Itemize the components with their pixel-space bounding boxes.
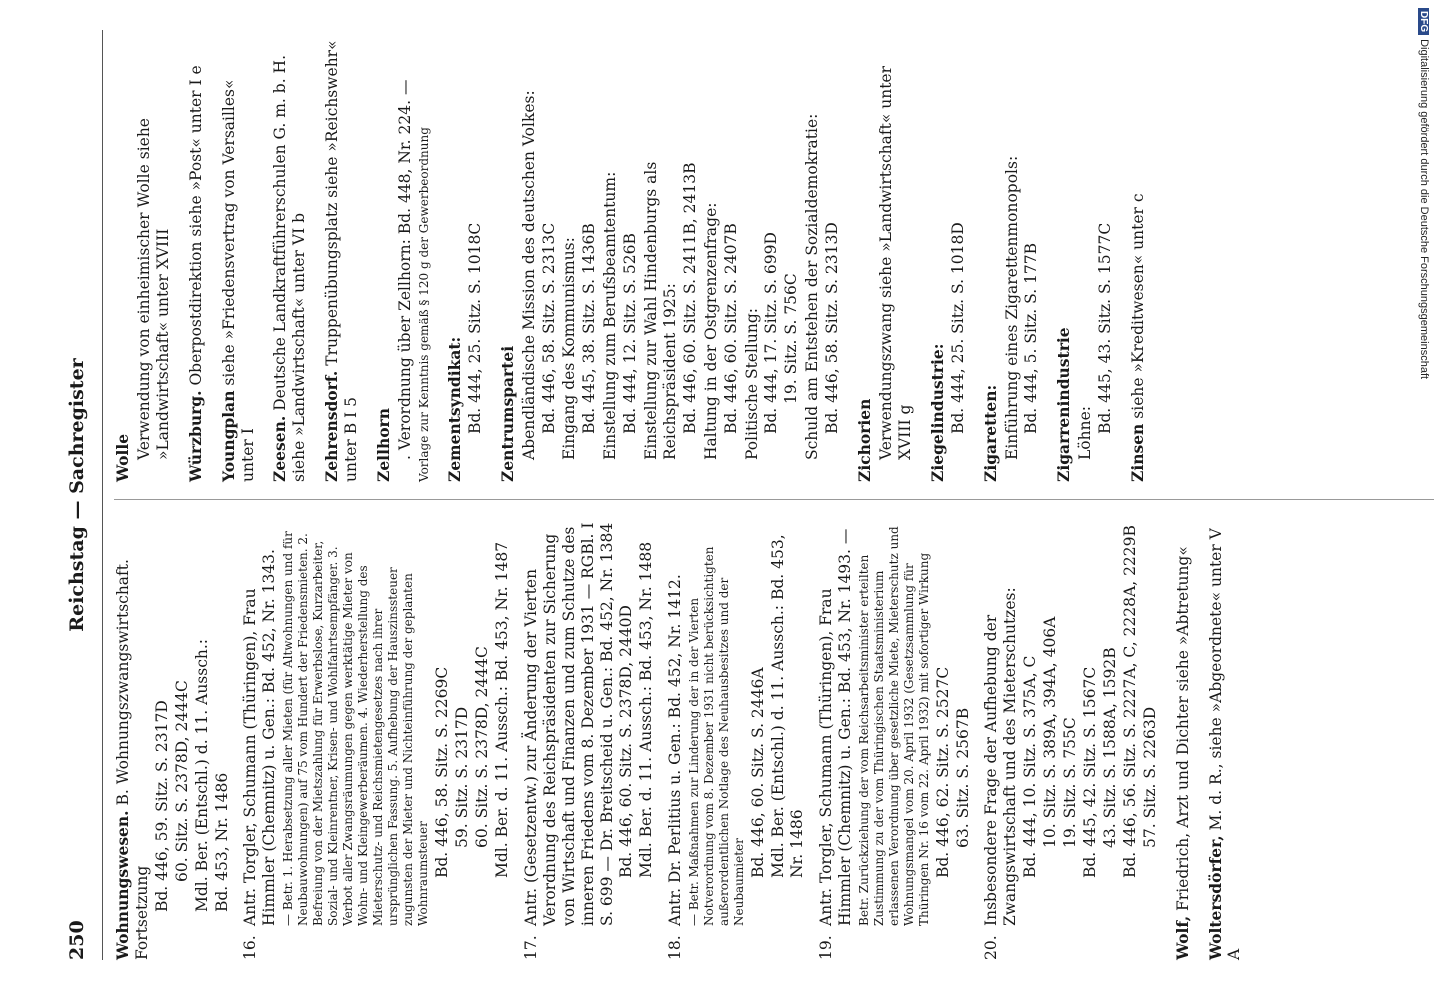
entry-keyword: Würzburg.: [185, 390, 205, 482]
ref-line: 19. Sitz. S. 756C: [782, 273, 801, 404]
ref-line: 43. Sitz. S. 1588A, 1592B: [1100, 647, 1119, 848]
item-17: [522, 515, 656, 960]
entry-wohnungswesen: [114, 515, 1160, 960]
group-label: Löhne:: [1076, 406, 1095, 460]
ref-line: Bd. 444, 5. Sitz. S. 177B: [1022, 242, 1041, 434]
digitization-credit: [1414, 8, 1434, 398]
item-number: 18.: [666, 935, 685, 960]
entry-text: Verwendungszwang siehe »Landwirtschaft« unter XVIII g: [877, 65, 914, 460]
entry-keyword: Zigaretten:: [980, 384, 1000, 482]
entry-text: Oberpostdirektion siehe »Post« unter I e: [186, 65, 205, 386]
item-text: Antr. Torgler, Schumann (Thüringen), Frau Himmler (Chemnitz) u. Gen.: Bd. 452, Nr. 1343.: [241, 549, 279, 926]
item-text: Antr. (Gesetzentw.) zur Änderung der Vierten Verordnung des Reichspräsidenten zur Sicherung von Wirtschaft und Finanzen und zum Schutze des inneren Friedens vom 8. Dezember 1931 — RGBl. I S. 699 — Dr. Breitscheid u. Gen.: Bd. 452, Nr. 1384: [521, 522, 616, 926]
entry-keyword: Wolle: [113, 433, 132, 482]
digitization-credit-text: [1410, 8, 1430, 398]
group-label: Schuld am Entstehen der Sozialdemokratie:: [803, 113, 822, 460]
entry-keyword: Zementsyndikat:: [444, 336, 464, 482]
ref-line: 63. Sitz. S. 2567B: [953, 707, 972, 848]
ref-line: Bd. 445, 38. Sitz. S. 1436B: [580, 223, 599, 434]
entry-text: Truppenübungsplatz siehe »Reichswehr« unter B I 5: [323, 40, 361, 482]
header-rule: [102, 30, 103, 960]
group-label: Eingang des Kommunismus:: [560, 237, 579, 460]
entry-wolf: [1174, 515, 1193, 960]
ref-line: Bd. 446, 62. Sitz. S. 2527C: [933, 666, 952, 878]
entry-keyword: Zinsen: [1128, 423, 1148, 482]
item-18: [666, 515, 807, 960]
ref-line: Bd. 446, 59. Sitz. S. 2317D: [152, 700, 171, 912]
ref-line: 19. Sitz. S. 755C: [1061, 717, 1080, 848]
ref-line: 57. Sitz. S. 2263D: [1140, 706, 1159, 848]
ref-line: Bd. 444, 12. Sitz. S. 526B: [621, 233, 640, 434]
page-number: 250: [66, 920, 88, 960]
entry-zentrumspartei: [499, 37, 842, 482]
group-label: Haltung in der Ostgrenzenfrage:: [701, 202, 720, 460]
entry-keyword: Woltersdörfer,: [1205, 835, 1225, 960]
group-label: Einführung eines Zigarettenmonopols:: [1002, 155, 1021, 460]
item-16: [241, 515, 511, 960]
entry-keyword: Wolf,: [1172, 915, 1192, 960]
ref-line: Bd. 444, 10. Sitz. S. 375A, C: [1021, 655, 1040, 878]
ref-line: 59. Sitz. S. 2317D: [453, 706, 472, 848]
entry-keyword: Zeesen.: [270, 415, 290, 482]
item-number: 20.: [982, 935, 1001, 960]
entry-wuerzburg: [187, 37, 206, 482]
item-note: — Betr. 1. Herabsetzung aller Mieten (für Altwohnungen und für Neubauwohnungen) auf 75 vom Hundert der Friedensmieten. 2. Befreiung von der Mietszahlung für Erwerbslose, Kurzarbeiter, Sozial- und Kleinrentner, Krisen- und Wohlfahrtsempfänger. 3. Verbot aller Zwangsräumungen gegen werktätige Mieter von Wohn- und Kleingewerberäumen. 4. Wiederherstellung des Mieterschutz- und Reichsmietengesetzes nach ihrer ursprünglichen Fassung. 5. Aufhebung der Hauszinssteuer zugunsten der Mieter und Nichteinführung der geplanten Wohnraumsteuer: [281, 531, 431, 926]
entry-text: Deutsche Landkraftführerschulen G. m. b. H. siehe »Landwirtschaft« unter VI b: [271, 54, 309, 482]
ref-line: Bd. 446, 56. Sitz. S. 2227A, C, 2228A, 2229B: [1120, 525, 1139, 878]
item-text: Antr. Torgler, Schumann (Thüringen), Frau Himmler (Chemnitz) u. Gen.: Bd. 453, Nr. 1493. —: [816, 528, 854, 926]
credit-line: Digitalisierung gefördert durch die Deutsche Forschungsgemeinschaft: [1418, 39, 1430, 380]
ref-line: Mdl. Ber. d. 11. Aussch.: Bd. 453, Nr. 1488: [637, 541, 656, 878]
entry-keyword: Zehrensdorf.: [322, 370, 342, 482]
ref-line: Bd. 446, 60. Sitz. S. 2378D, 2440D: [617, 605, 636, 878]
dfg-logo-badge: DFG: [1418, 8, 1429, 35]
running-title: Reichstag — Sachregister: [66, 358, 88, 632]
entry-text: siehe »Friedensvertrag von Versailles« unter I: [219, 79, 257, 482]
group-label: Einstellung zur Wahl Hindenburgs als Reichspräsident 1925:: [642, 161, 679, 460]
ref-line: Bd. 444, 17. Sitz. S. 699D: [762, 232, 781, 434]
running-head: [66, 30, 96, 960]
column-divider: [114, 499, 1434, 500]
group-label: Einstellung zum Berufsbeamtentum:: [601, 171, 620, 460]
ref-line: Mdl. Ber. (Entschl.) d. 11. Aussch.: Bd. 453, Nr. 1486: [769, 534, 806, 878]
entry-zellhorn: [375, 37, 432, 482]
rotated-book-page: [66, 30, 1434, 960]
entry-zinsen: [1129, 37, 1148, 482]
entry-text: Verwendung von einheimischer Wolle siehe »Landwirtschaft« unter XVIII: [134, 118, 172, 460]
left-column: [114, 515, 1258, 960]
ref-line: Bd. 445, 43. Sitz. S. 1577C: [1096, 222, 1115, 434]
entry-keyword: Zigarrenindustrie: [1054, 327, 1074, 482]
group-label: Abendländische Mission des deutschen Volkes:: [519, 90, 538, 460]
item-20: [982, 515, 1159, 960]
entry-zementsyndikat: [446, 37, 485, 482]
right-column: [114, 37, 1162, 482]
group-label: Politische Stellung:: [742, 308, 761, 460]
entry-note: Vorlage zur Kenntnis gemäß § 120 g der Gewerbeordnung: [416, 127, 431, 482]
ref-line: Bd. 445, 42. Sitz. S. 1567C: [1081, 666, 1099, 878]
entry-text: Friedrich, Arzt und Dichter siehe »Abtretung«: [1173, 546, 1192, 911]
entry-text: M. d. R., siehe »Abgeordnete« unter V A: [1206, 528, 1244, 960]
entry-zigarrenindustrie: [1055, 37, 1115, 482]
entry-keyword: Wohnungswesen.: [113, 810, 132, 960]
item-number: 19.: [816, 935, 835, 960]
ref-line: Bd. 453, Nr. 1486: [212, 772, 231, 912]
entry-woltersdoerfer: [1207, 515, 1245, 960]
entry-zehrensdorf: [323, 37, 361, 482]
ref-line: Bd. 444, 25. Sitz. S. 1018C: [465, 222, 484, 434]
item-19: [817, 515, 973, 960]
ref-line: Bd. 446, 58. Sitz. S. 2269C: [433, 666, 452, 878]
entry-keyword: Zentrumspartei: [497, 345, 517, 482]
entry-title: B. Wohnungszwangswirtschaft. Fortsetzung: [114, 559, 151, 960]
entry-zigaretten: [982, 37, 1042, 482]
entry-wolle: [114, 37, 173, 482]
entry-ziegelindustrie: [929, 37, 968, 482]
entry-text: siehe »Kreditwesen« unter c: [1129, 193, 1148, 419]
entry-keyword: Youngplan: [218, 390, 238, 482]
entry-youngplan: [220, 37, 258, 482]
entry-keyword: Zellhorn: [374, 408, 394, 482]
item-text: Antr. Dr. Perlitius u. Gen.: Bd. 452, Nr. 1412.: [666, 574, 685, 926]
item-number: 17.: [521, 935, 540, 960]
ref-line: Bd. 446, 58. Sitz. S. 2313D: [823, 222, 842, 434]
item-number: 16.: [241, 935, 260, 960]
ref-line: Bd. 444, 25. Sitz. S. 1018D: [948, 222, 967, 434]
ref-line: Bd. 446, 58. Sitz. S. 2313C: [539, 222, 558, 434]
item-note: Betr. Zurückziehung der vom Reichsarbeitsminister erteilten Zustimmung zu der vom Thüringischen Staatsministerium erlassenen Verordnung über gesetzliche Miete, Mieterschutz und Wohnungsmangel vom 20. April 1932 (Gesetzsammlung für Thüringen Nr. 16 vom 22. April 1932) mit sofortiger Wirkung: [856, 526, 931, 926]
ref-line: 60. Sitz. S. 2378D, 2444C: [473, 646, 492, 848]
entry-keyword: Ziegelindustrie:: [927, 343, 947, 482]
entry-text: . Verordnung über Zellhorn: Bd. 448, Nr. 224. —: [395, 79, 414, 460]
entry-zeesen: [271, 37, 309, 482]
ref-line: Bd. 446, 60. Sitz. S. 2407B: [721, 223, 740, 434]
ref-line: Mdl. Ber. (Entschl.) d. 11. Aussch.:: [192, 638, 211, 912]
ref-line: 10. Sitz. S. 389A, 394A, 406A: [1041, 616, 1060, 848]
ref-line: 60. Sitz. S. 2378D, 2444C: [172, 680, 191, 882]
item-note: — Betr. Maßnahmen zur Linderung der in der Vierten Notverordnung vom 8. Dezember 1931 nicht berücksichtigten außerordentlichen Notlage des Neuhausbesitzes und der Neubaumieter: [687, 546, 747, 926]
ref-line: Mdl. Ber. d. 11. Aussch.: Bd. 453, Nr. 1487: [492, 541, 511, 878]
item-text: Insbesondere Frage der Aufhebung der Zwangswirtschaft und des Mieterschutzes:: [982, 587, 1020, 926]
entry-zichorien: [856, 37, 915, 482]
ref-line: Bd. 446, 60. Sitz. S. 2446A: [749, 667, 768, 878]
ref-line: Bd. 446, 60. Sitz. S. 2411B, 2413B: [680, 162, 699, 434]
entry-keyword: Zichorien: [855, 398, 875, 482]
